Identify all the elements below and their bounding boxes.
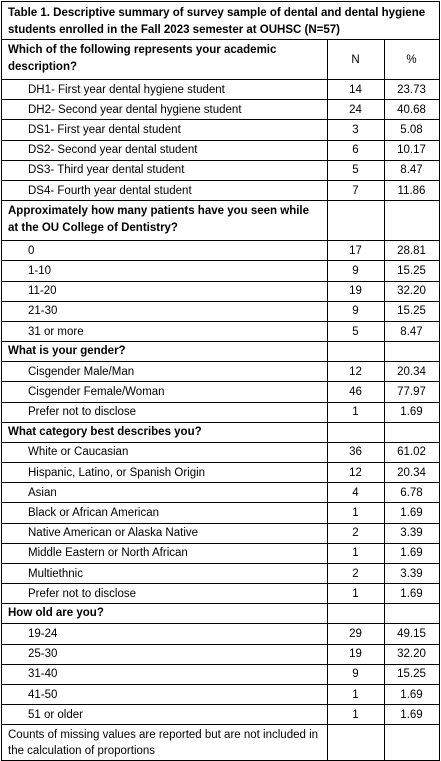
row-count: 9 [327,665,385,685]
empty-cell [384,725,440,761]
row-percent: 15.25 [384,261,440,281]
footnote: Counts of missing values are reported but are not included in the calculation of proportions [1,725,328,761]
column-header-pct: % [384,40,440,80]
table-row [1,685,440,705]
row-percent: 6.78 [384,483,440,503]
table-row [1,463,440,483]
row-count: 14 [327,80,385,100]
row-label: 19-24 [1,624,328,644]
row-percent: 61.02 [384,443,440,463]
row-percent: 8.47 [384,322,440,342]
row-percent: 49.15 [384,624,440,644]
row-label: 31 or more [1,322,328,342]
row-count: 1 [327,544,385,564]
row-percent: 77.97 [384,382,440,402]
row-percent: 1.69 [384,584,440,604]
table-row [1,261,440,281]
table-row [1,100,440,120]
row-count: 12 [327,463,385,483]
section-header-row [1,342,440,362]
row-percent: 15.25 [384,302,440,322]
empty-cell [384,604,440,624]
table-row [1,624,440,644]
row-label: DS2- Second year dental student [1,141,328,161]
row-count: 19 [327,645,385,665]
row-count: 5 [327,161,385,181]
row-percent: 10.17 [384,141,440,161]
section-question: Which of the following represents your academic description? [1,40,328,80]
row-percent: 1.69 [384,544,440,564]
empty-cell [384,342,440,362]
row-percent: 1.69 [384,685,440,705]
row-label: 21-30 [1,302,328,322]
row-label: Cisgender Female/Woman [1,382,328,402]
row-label: Native American or Alaska Native [1,524,328,544]
row-count: 1 [327,685,385,705]
section-header-row [1,604,440,624]
table-row [1,483,440,503]
table-row [1,322,440,342]
empty-cell [327,423,385,443]
row-percent: 40.68 [384,100,440,120]
table-row [1,524,440,544]
table-row [1,282,440,302]
row-label: 25-30 [1,645,328,665]
row-count: 4 [327,483,385,503]
row-percent: 1.69 [384,705,440,725]
empty-cell [327,725,385,761]
row-count: 17 [327,241,385,261]
row-count: 2 [327,524,385,544]
table-row [1,241,440,261]
row-count: 7 [327,181,385,201]
row-count: 19 [327,282,385,302]
section-question: What category best describes you? [1,423,328,443]
table-row [1,503,440,523]
empty-cell [327,604,385,624]
table-row [1,584,440,604]
row-label: Prefer not to disclose [1,584,328,604]
row-count: 1 [327,403,385,423]
table-row [1,181,440,201]
row-label: White or Caucasian [1,443,328,463]
row-label: DH2- Second year dental hygiene student [1,100,328,120]
row-count: 12 [327,362,385,382]
row-percent: 32.20 [384,282,440,302]
row-count: 5 [327,322,385,342]
row-count: 46 [327,382,385,402]
row-percent: 11.86 [384,181,440,201]
row-count: 1 [327,584,385,604]
row-label: 51 or older [1,705,328,725]
row-percent: 8.47 [384,161,440,181]
row-label: DS4- Fourth year dental student [1,181,328,201]
section-question: What is your gender? [1,342,328,362]
row-count: 24 [327,100,385,120]
row-label: Multiethnic [1,564,328,584]
row-count: 1 [327,503,385,523]
section-header-row [1,201,440,241]
row-percent: 32.20 [384,645,440,665]
row-label: 11-20 [1,282,328,302]
row-percent: 3.39 [384,524,440,544]
row-percent: 3.39 [384,564,440,584]
table-row [1,382,440,402]
row-percent: 1.69 [384,503,440,523]
row-count: 1 [327,705,385,725]
row-percent: 5.08 [384,120,440,140]
table-row [1,645,440,665]
row-percent: 20.34 [384,463,440,483]
empty-cell [384,201,440,241]
row-percent: 1.69 [384,403,440,423]
row-count: 6 [327,141,385,161]
column-header-n: N [327,40,385,80]
section-question: Approximately how many patients have you seen while at the OU College of Dentistry? [1,201,328,241]
table-row [1,403,440,423]
row-percent: 20.34 [384,362,440,382]
table-row [1,80,440,100]
row-label: DH1- First year dental hygiene student [1,80,328,100]
table-row [1,362,440,382]
row-label: Black or African American [1,503,328,523]
row-percent: 15.25 [384,665,440,685]
table-row [1,564,440,584]
row-count: 9 [327,302,385,322]
table-row [1,705,440,725]
table-row [1,141,440,161]
row-label: Hispanic, Latino, or Spanish Origin [1,463,328,483]
footnote-row [1,725,440,761]
table-row [1,302,440,322]
row-label: Middle Eastern or North African [1,544,328,564]
row-label: Asian [1,483,328,503]
row-count: 9 [327,261,385,281]
table-row [1,120,440,140]
row-count: 3 [327,120,385,140]
section-question: How old are you? [1,604,328,624]
row-count: 29 [327,624,385,644]
row-label: DS1- First year dental student [1,120,328,140]
row-percent: 28.81 [384,241,440,261]
table-row [1,161,440,181]
row-count: 36 [327,443,385,463]
row-label: Cisgender Male/Man [1,362,328,382]
table-row [1,544,440,564]
empty-cell [327,201,385,241]
table-row [1,665,440,685]
section-header-row [1,423,440,443]
row-count: 2 [327,564,385,584]
empty-cell [384,423,440,443]
table-row [1,443,440,463]
row-percent: 23.73 [384,80,440,100]
row-label: 41-50 [1,685,328,705]
empty-cell [327,342,385,362]
row-label: DS3- Third year dental student [1,161,328,181]
section-header-row [1,40,440,80]
row-label: Prefer not to disclose [1,403,328,423]
row-label: 1-10 [1,261,328,281]
row-label: 31-40 [1,665,328,685]
row-label: 0 [1,241,328,261]
table-caption: Table 1. Descriptive summary of survey sample of dental and dental hygiene students enrolled in the Fall 2023 semester at OUHSC (N=57) [1,1,440,40]
